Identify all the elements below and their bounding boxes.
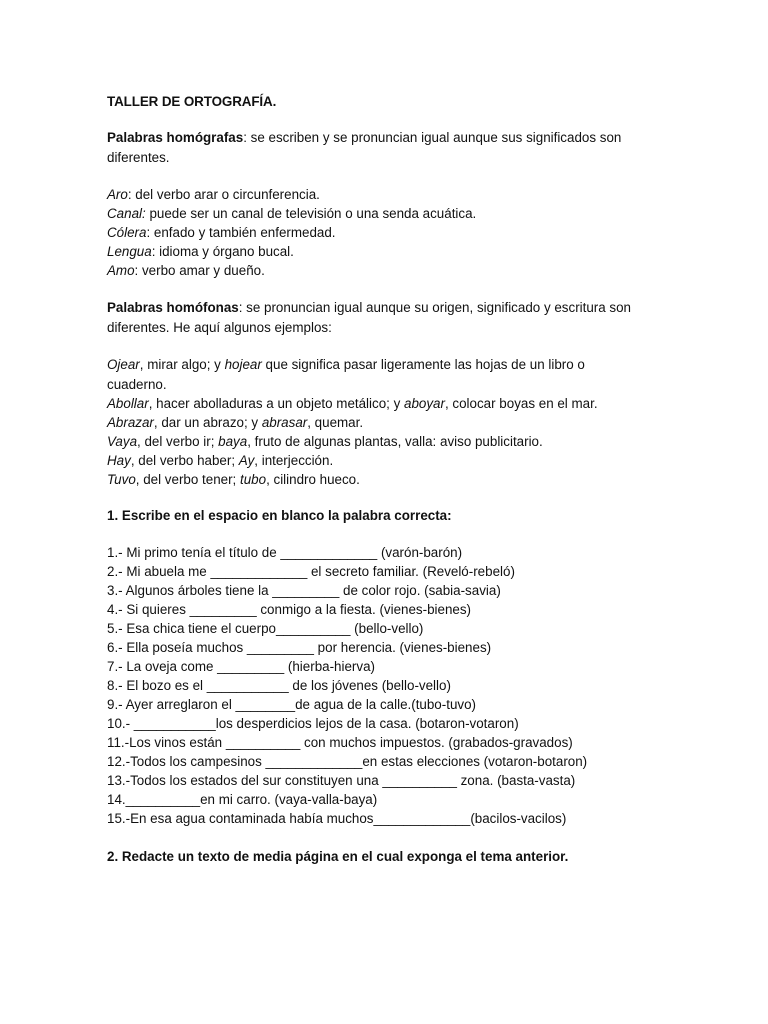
homofonas-definition [107, 298, 667, 337]
example-word: tubo [240, 472, 267, 488]
exercise1-heading: 1. Escribe en el espacio en blanco la palabra correcta: [107, 508, 452, 524]
example-text: , del verbo haber; [130, 452, 239, 468]
exercise-item: 1.- Mi primo tenía el título de _____________ (varón-barón) [107, 545, 463, 561]
exercise-item: 7.- La oveja come _________ (hierba-hierva) [107, 659, 375, 675]
homografas-examples [107, 185, 667, 280]
example-text: , del verbo ir; [137, 433, 219, 449]
homografas-definition [107, 128, 667, 167]
exercise2-heading: 2. Redacte un texto de media página en el cual exponga el tema anterior. [107, 849, 569, 865]
example-word: Lengua [107, 244, 152, 260]
exercise-item: 14.__________en mi carro. (vaya-valla-baya) [107, 792, 378, 808]
document-title: TALLER DE ORTOGRAFÍA. [107, 94, 277, 109]
example-text: , colocar boyas en el mar. [444, 395, 598, 411]
example-text: , hacer abolladuras a un objeto metálico; y [148, 395, 405, 411]
homografas-example [107, 261, 667, 280]
exercise-item: 5.- Esa chica tiene el cuerpo__________ (bello-vello) [107, 621, 424, 637]
exercise-item: 3.- Algunos árboles tiene la _________ de color rojo. (sabia-savia) [107, 583, 501, 599]
homografas-term: Palabras homógrafas [107, 130, 244, 145]
example-word: Amo [107, 263, 135, 279]
homofonas-example [107, 432, 667, 451]
exercise-item: 4.- Si quieres _________ conmigo a la fiesta. (vienes-bienes) [107, 602, 471, 618]
example-text: que significa pasar ligeramente las hojas de un libro o [261, 357, 585, 373]
example-text: : enfado y también enfermedad. [146, 225, 336, 241]
exercise-item: 6.- Ella poseía muchos _________ por herencia. (vienes-bienes) [107, 640, 492, 656]
example-word: Abollar [107, 395, 149, 411]
example-text: , fruto de algunas plantas, valla: aviso publicitario. [247, 433, 543, 449]
example-text: cuaderno. [107, 376, 167, 392]
example-word: Abrazar [107, 414, 154, 430]
homofonas-example [107, 375, 667, 394]
example-word: abrasar [261, 414, 308, 430]
exercise1-list [107, 543, 667, 828]
example-text: puede ser un canal de televisión o una senda acuática. [145, 206, 477, 222]
homografas-example [107, 242, 667, 261]
document-page [107, 92, 667, 866]
example-text: : verbo amar y dueño. [134, 263, 265, 279]
example-word: Ay [238, 452, 255, 468]
example-text: : del verbo arar o circunferencia. [127, 187, 320, 202]
example-text: , quemar. [307, 414, 364, 430]
example-text: , interjección. [254, 452, 334, 468]
homografas-example [107, 185, 667, 204]
exercise-item: 11.-Los vinos están __________ con muchos impuestos. (grabados-gravados) [107, 735, 573, 751]
example-text: , dar un abrazo; y [153, 414, 262, 430]
example-word: Vaya [107, 433, 138, 449]
homofonas-examples [107, 355, 667, 489]
exercise-item: 9.- Ayer arreglaron el ________de agua de la calle.(tubo-tuvo) [107, 697, 476, 713]
example-word: hojear [224, 357, 262, 373]
exercise-item: 8.- El bozo es el ___________ de los jóvenes (bello-vello) [107, 678, 451, 694]
example-text: , mirar algo; y [139, 357, 225, 373]
example-word: Canal: [107, 206, 146, 222]
example-word: baya [218, 433, 248, 449]
homofonas-example [107, 355, 667, 374]
exercise-item: 10.- ___________los desperdicios lejos de la casa. (botaron-votaron) [107, 716, 519, 732]
homografas-definition-text: : se escriben y se pronuncian igual aunque sus significados son [243, 130, 622, 145]
homofonas-term: Palabras homófonas [107, 300, 239, 316]
example-word: Aro [107, 187, 128, 202]
example-text: , cilindro hueco. [266, 472, 360, 488]
homofonas-definition-cont: diferentes. He aquí algunos ejemplos: [107, 319, 332, 335]
example-word: Cólera [107, 225, 147, 241]
homofonas-example [107, 470, 667, 489]
exercise-item: 15.-En esa agua contaminada había muchos_____________(bacilos-vacilos) [107, 811, 567, 827]
exercise-item: 2.- Mi abuela me _____________ el secreto familiar. (Reveló-rebeló) [107, 564, 515, 580]
example-word: Ojear [107, 357, 140, 373]
example-text: : idioma y órgano bucal. [151, 244, 294, 260]
homografas-definition-cont: diferentes. [107, 149, 170, 165]
example-text: , del verbo tener; [135, 472, 240, 488]
homofonas-definition-text: : se pronuncian igual aunque su origen, significado y escritura son [238, 300, 632, 316]
homografas-example [107, 204, 667, 223]
homografas-example [107, 223, 667, 242]
example-word: aboyar [404, 395, 445, 411]
homofonas-example [107, 394, 667, 413]
example-word: Hay [107, 452, 131, 468]
exercise-item: 13.-Todos los estados del sur constituyen una __________ zona. (basta-vasta) [107, 773, 576, 789]
exercise-item: 12.-Todos los campesinos _____________en estas elecciones (votaron-botaron) [107, 754, 588, 770]
example-word: Tuvo [107, 472, 136, 488]
homofonas-example [107, 451, 667, 470]
homofonas-example [107, 413, 667, 432]
